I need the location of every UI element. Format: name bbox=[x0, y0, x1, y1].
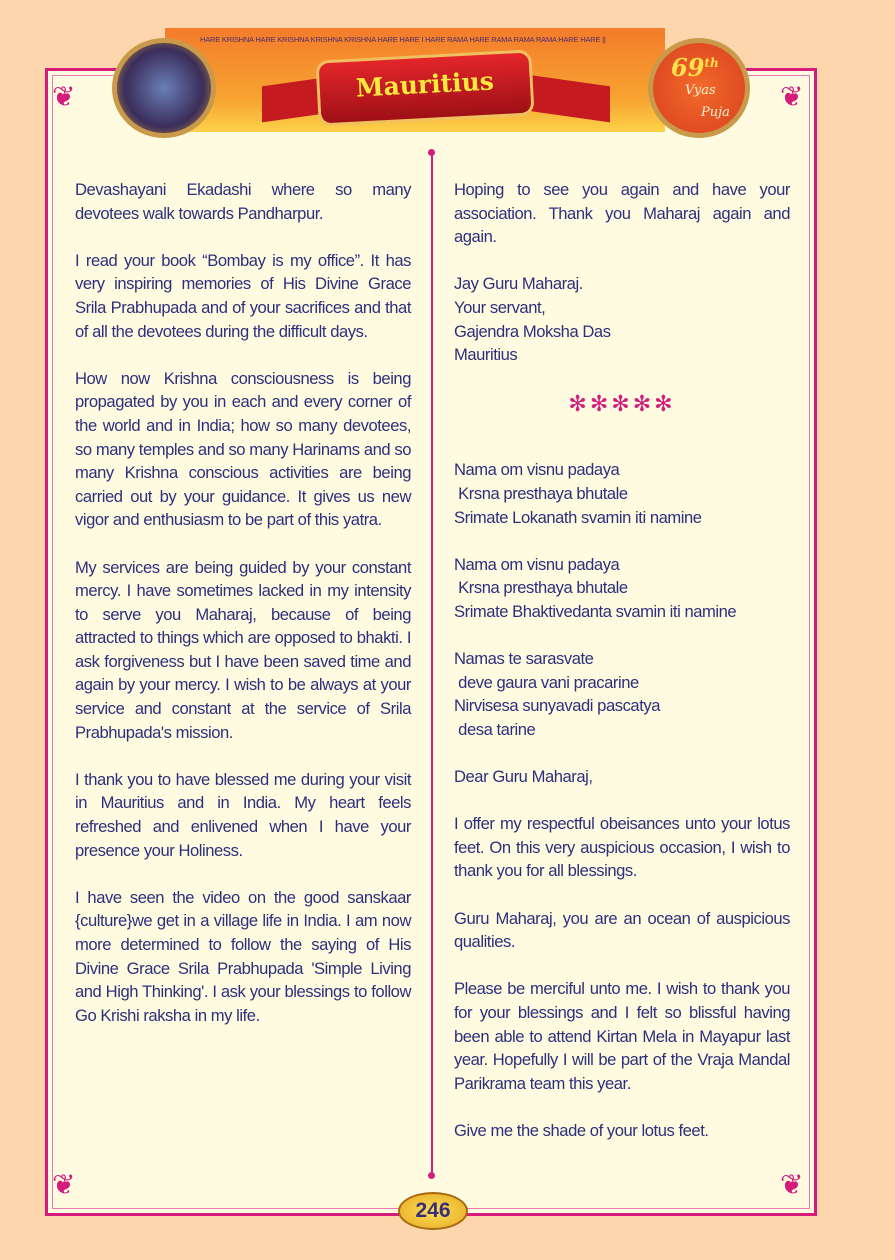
divider-dot bbox=[428, 1172, 435, 1179]
title-ribbon bbox=[319, 53, 532, 124]
verse bbox=[454, 647, 790, 741]
closing-paragraph: Hoping to see you again and have your association. Thank you Maharaj again and again. bbox=[454, 180, 790, 247]
left-column bbox=[75, 178, 411, 1051]
right-column bbox=[454, 178, 790, 1166]
verse-line: Namas te sarasvate bbox=[454, 649, 594, 669]
verse-line: Srimate Bhaktivedanta svamin iti namine bbox=[454, 601, 737, 621]
signature-block bbox=[454, 272, 790, 366]
badge-number bbox=[671, 53, 719, 82]
verse-line: desa tarine bbox=[454, 719, 536, 739]
paragraph: Give me the shade of your lotus feet. bbox=[454, 1120, 709, 1140]
verse-line: deve gaura vani pracarine bbox=[454, 672, 639, 692]
badge-number-suffix: th bbox=[704, 56, 719, 70]
page-title: Mauritius bbox=[355, 66, 495, 103]
verse-line: Krsna presthaya bhutale bbox=[454, 578, 628, 598]
badge-number-value: 69 bbox=[671, 53, 705, 82]
badge-line1: Vyas bbox=[685, 83, 716, 98]
paragraph: I have seen the video on the good sanskaar {culture}we get in a village life in India. I am now more determined to follow the saying of His Divine Grace Srila Prabhupada 'Simple Living and High Thinking'. I ask your blessings to follow Go Krishi raksha in my life. bbox=[75, 887, 411, 1025]
vyas-puja-badge bbox=[648, 38, 750, 138]
corner-ornament-icon: ❦ bbox=[780, 1169, 804, 1200]
verse-line: Nirvisesa sunyavadi pascatya bbox=[454, 696, 660, 716]
corner-ornament-icon: ❦ bbox=[780, 81, 804, 112]
paragraph: Please be merciful unto me. I wish to thank you for your blessings and I felt so blissful having been able to attend Kirtan Mela in Mayapur last year. Hopefully I will be part of the Vraja Mandal Parikrama team this year. bbox=[454, 979, 790, 1093]
paragraph: How now Krishna consciousness is being propagated by you in each and every corner of the world and in India; how so many devotees, so many temples and so many Harinams and so many Krishna conscious activities are being carried out by your guidance. It gives us new vigor and enthusiasm to be part of this yatra. bbox=[75, 368, 411, 530]
signature-line: Your servant, bbox=[454, 297, 546, 317]
paragraph: My services are being guided by your constant mercy. I have sometimes lacked in my intensity to serve you Maharaj, because of being attracted to things which are opposed to bhakti. I ask forgiveness but I have been saved time and again by your mercy. I wish to be always at your service and constant at the service of Srila Prabhupada's mission. bbox=[75, 557, 411, 742]
paragraph: Devashayani Ekadashi where so many devotees walk towards Pandharpur. bbox=[75, 180, 411, 223]
corner-ornament-icon: ❦ bbox=[52, 1169, 76, 1200]
star-separator: ✻✻✻✻✻ bbox=[568, 391, 676, 417]
verse-line: Nama om visnu padaya bbox=[454, 460, 620, 480]
deity-image bbox=[112, 38, 216, 138]
paragraph: I thank you to have blessed me during your visit in Mauritius and in India. My heart feels refreshed and enlivened when I have your presence your Holiness. bbox=[75, 769, 411, 860]
badge-line2: Puja bbox=[701, 105, 730, 120]
page-number: 246 bbox=[398, 1192, 468, 1230]
paragraph: Guru Maharaj, you are an ocean of auspicious qualities. bbox=[454, 908, 790, 952]
verse-line: Krsna presthaya bhutale bbox=[454, 483, 628, 503]
signature-line: Jay Guru Maharaj. bbox=[454, 274, 583, 294]
divider-dot bbox=[428, 149, 435, 156]
verse-line: Srimate Lokanath svamin iti namine bbox=[454, 507, 702, 527]
paragraph: I offer my respectful obeisances unto your lotus feet. On this very auspicious occasion, I wish to thank you for all blessings. bbox=[454, 814, 790, 881]
verse bbox=[454, 458, 790, 529]
mantra-text: HARE KRISHNA HARE KRISHNA KRISHNA KRISHNA HARE HARE I HARE RAMA HARE RAMA RAMA RAMA HARE HARE || bbox=[200, 35, 606, 44]
signature-line: Mauritius bbox=[454, 345, 518, 365]
paragraph: Dear Guru Maharaj, bbox=[454, 767, 593, 787]
verse bbox=[454, 553, 790, 624]
paragraph: I read your book “Bombay is my office”. It has very inspiring memories of His Divine Grace Srila Prabhupada and of your sacrifices and that of all the devotees during the difficult days. bbox=[75, 250, 411, 341]
signature-line: Gajendra Moksha Das bbox=[454, 321, 611, 341]
corner-ornament-icon: ❦ bbox=[52, 81, 76, 112]
verse-line: Nama om visnu padaya bbox=[454, 554, 620, 574]
column-divider bbox=[431, 152, 433, 1175]
